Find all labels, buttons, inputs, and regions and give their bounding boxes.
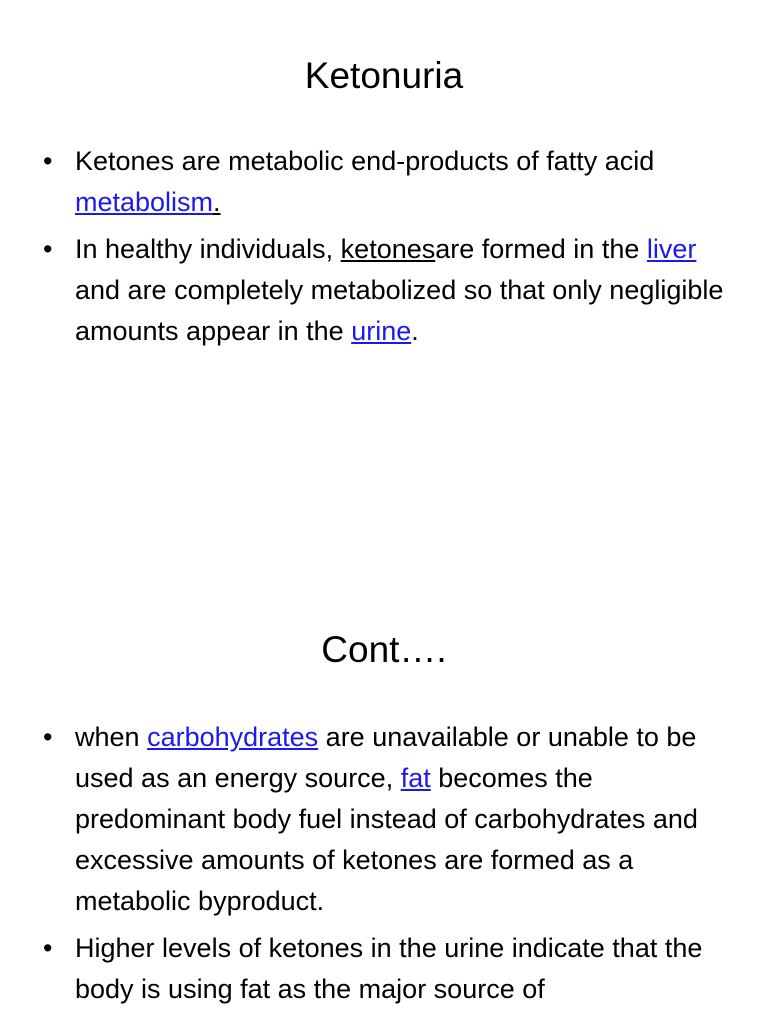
- fat-link[interactable]: fat: [400, 763, 431, 793]
- bullet-item: [43, 229, 733, 352]
- bullet-text-part: becomes the predominant body fuel instead of carbohydrates and excessive amounts of ketones are formed as a metabolic byproduct.: [75, 763, 698, 916]
- bullet-text-part: .: [213, 187, 221, 217]
- bullet-text-part: and are completely metabolized so that only negligible amounts appear in the: [75, 275, 724, 346]
- bullet-text: [75, 234, 723, 346]
- liver-link[interactable]: liver: [646, 234, 697, 264]
- metabolism-link[interactable]: metabolism: [75, 187, 214, 217]
- slide-title: Ketonuria: [304, 55, 464, 96]
- ketones-underlined-text: ketones: [340, 234, 436, 264]
- carbohydrates-link[interactable]: carbohydrates: [147, 722, 319, 752]
- bullet-text: [75, 146, 654, 217]
- slide-title: Cont….: [321, 629, 447, 670]
- bullet-text-part: Ketones are metabolic end-products of fatty acid: [75, 146, 655, 176]
- urine-link[interactable]: urine: [351, 316, 412, 346]
- bullet-icon: •: [43, 234, 53, 264]
- bullet-item: [43, 141, 733, 223]
- slide-cont: [0, 576, 768, 1024]
- bullet-text-part: .: [411, 316, 419, 346]
- bullet-icon: •: [43, 933, 53, 963]
- bullet-icon: •: [43, 146, 53, 176]
- bullet-icon: •: [43, 722, 53, 752]
- bullet-list: [43, 141, 733, 358]
- bullet-text-part: when: [75, 722, 148, 752]
- bullet-text-part: are unavailable or unable to be used as an energy source,: [75, 722, 697, 793]
- bullet-item: [43, 928, 733, 1010]
- bullet-text-part: are formed in the: [435, 234, 647, 264]
- bullet-text: [75, 722, 698, 916]
- bullet-text: [75, 933, 702, 1004]
- bullet-list: [43, 717, 733, 1016]
- bullet-text-part: Higher levels of ketones in the urine indicate that the body is using fat as the major source of: [75, 933, 703, 1004]
- bullet-item: [43, 717, 733, 922]
- bullet-text-part: In healthy individuals,: [75, 234, 341, 264]
